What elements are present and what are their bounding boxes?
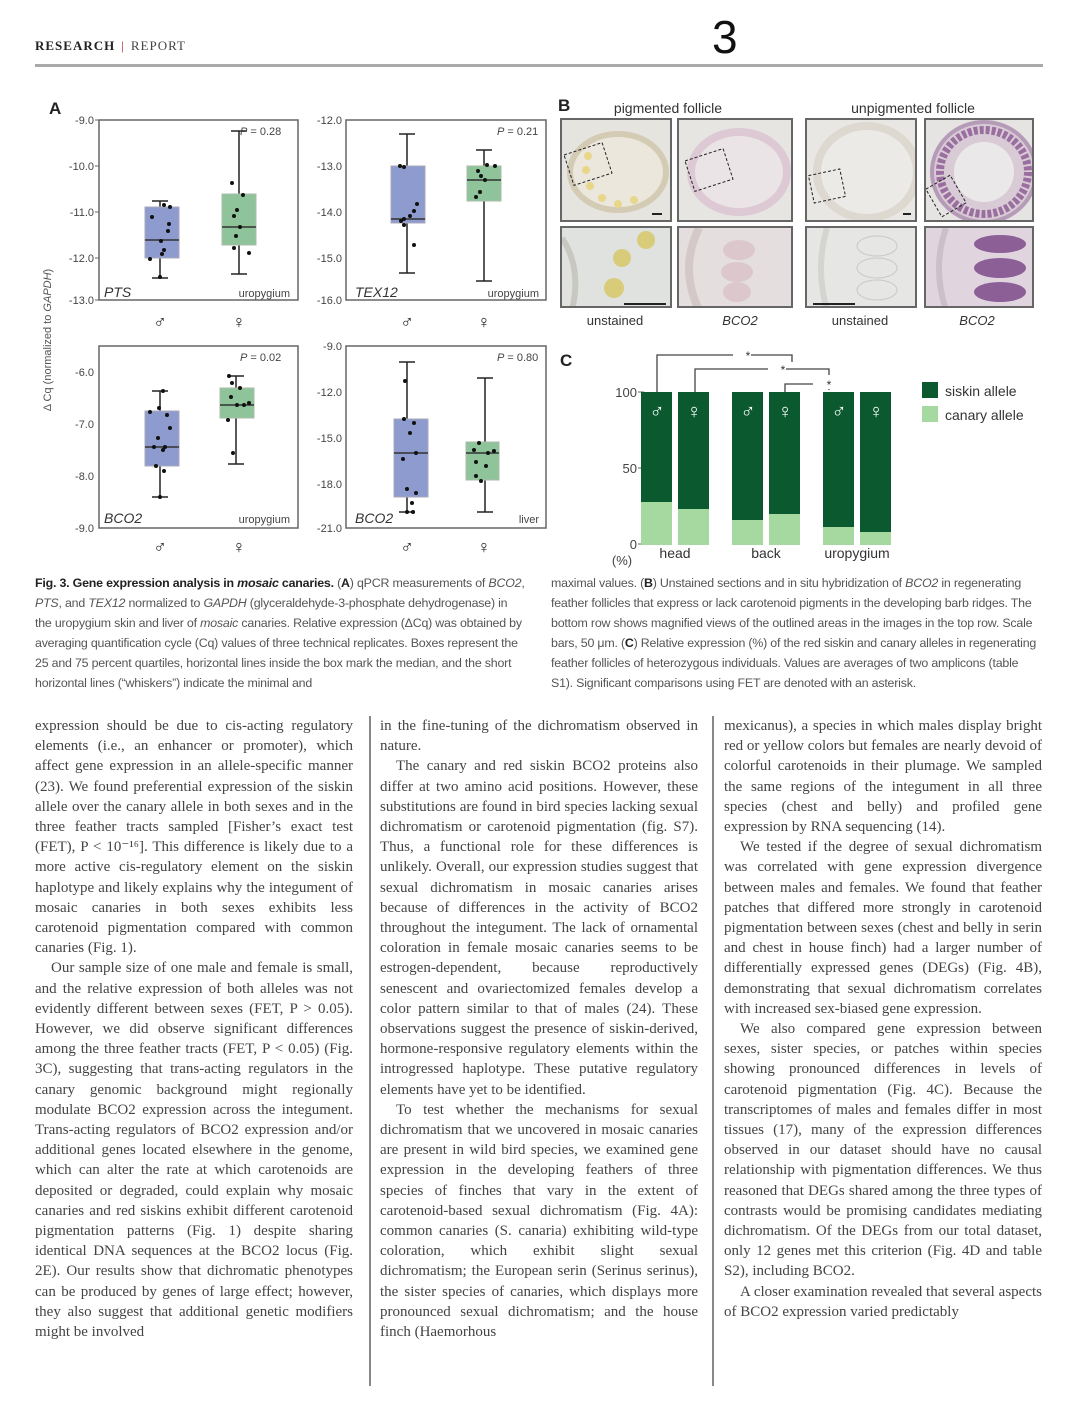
svg-text:uropygium: uropygium: [238, 514, 290, 526]
svg-text:TEX12: TEX12: [355, 284, 398, 300]
male-icon: ♂: [153, 312, 167, 332]
svg-text:P = 0.21: P = 0.21: [497, 126, 539, 138]
body-column-1: [35, 716, 353, 1342]
svg-text:B: B: [558, 96, 571, 115]
running-header: [35, 38, 186, 54]
svg-text:BCO2: BCO2: [104, 510, 143, 526]
box-plot-bco2-liver: [317, 341, 546, 557]
pigmented-follicle-header: pigmented follicle: [613, 100, 723, 116]
column-divider: [369, 716, 371, 1386]
svg-text:-6.0: -6.0: [75, 367, 94, 379]
svg-text:canary allele: canary allele: [945, 407, 1024, 423]
paragraph: in the fine-tuning of the dichromatism observed in nature.: [380, 718, 698, 755]
svg-text:100: 100: [615, 385, 637, 400]
svg-text:-11.0: -11.0: [69, 207, 94, 219]
group-label-head: head: [659, 545, 691, 561]
micrograph-unpigmented-unstained-zoom: [805, 226, 917, 308]
section-label: RESEARCH: [35, 38, 116, 53]
svg-text:♂: ♂: [153, 537, 167, 557]
paragraph: A closer examination revealed that several aspects of BCO2 expression varied predictably: [724, 1283, 1042, 1320]
svg-text:siskin allele: siskin allele: [945, 383, 1017, 399]
group-label-back: back: [751, 545, 781, 561]
box-plot-pts: [69, 115, 298, 332]
box-plot-bco2-uropygium: [75, 346, 298, 557]
paragraph: expression should be due to cis-acting regulatory elements (i.e., an enhancer or promoter), which affect gene expression in an allele-specific manner (23). We found preferential expression of the siskin allele over the canary allele in both sexes and in the three feather tracts sampled [Fisher’s exact test (FET), P < 10⁻¹⁶]. This difference is likely due to a more active cis-regulatory element on the siskin haplotype and likely explains why the integument of mosaic canaries in both sexes exhibits less carotenoid pigmentation compared with common canaries (Fig. 1).: [35, 718, 353, 957]
svg-text:♂: ♂: [740, 401, 756, 423]
svg-text:BCO2: BCO2: [355, 510, 394, 526]
body-column-2: [380, 716, 698, 1342]
svg-text:C: C: [560, 351, 573, 370]
svg-text:BCO2: BCO2: [959, 313, 995, 328]
significance-brackets: [657, 355, 829, 395]
svg-text:♀: ♀: [232, 537, 246, 557]
svg-text:-8.0: -8.0: [75, 471, 94, 483]
paragraph: To test whether the mechanisms for sexual dichromatism that we uncovered in mosaic canaries are present in wild bird species, we examined gene expression in the developing feathers of three species of finches that vary in the extent of carotenoid-based sexual dichromatism (Fig. 4A): common canaries (S. canaria) exhibiting wild-type coloration, which exhibit slight sexual dichromatism; the European serin (Serinus serinus), the sister species of canaries, which displays more pronounced sexual dichromatism; and the house finch (Haemorhous: [380, 1101, 698, 1341]
paragraph: Our sample size of one male and female is small, and the relative expression of both alleles was not evidently different between sexes (FET, P > 0.05). However, we did observe significant differences among the three feather tracts (FET, P < 0.05) (Fig. 3C), suggesting that trans-acting regulators in the canary genomic background might regionally modulate BCO2 expression across the integument. Trans-acting regulators of BCO2 expression and/or additional genes located elsewhere in the genome, which can alter the rate at which carotenoids are deposited or degraded, could explain why mosaic canaries and red siskins exhibit different carotenoid pigmentation patterns (Fig. 1) despite sharing identical DNA sequences at the BCO2 locus (Fig. 2E). Our results show that dichromatic phenotypes can be produced by genes of large effect; however, they also suggest that additional genetic modifiers might be involved: [35, 960, 353, 1341]
figure-caption-right: maximal values. (B) Unstained sections and in situ hybridization of BCO2 in regenerating feather follicles that express or lack carotenoid pigments in the developing barb ridges. The bottom row shows magnified views of the outlined areas in the images in the top row. Scale bars, 50 μm. (C) Relative expression (%) of the red siskin and canary alleles in regenerating feather follicles of heterozygous individuals. Values are averages of two amplicons (table S1). Significant comparisons using FET are denoted with an asterisk.: [551, 576, 1037, 690]
svg-text:BCO2: BCO2: [722, 313, 758, 328]
svg-text:liver: liver: [518, 514, 539, 526]
svg-text:♂: ♂: [831, 401, 847, 423]
svg-text:-18.0: -18.0: [316, 479, 342, 491]
micrograph-pigmented-unstained: [560, 118, 672, 222]
svg-text:*: *: [745, 349, 751, 363]
chart-legend: [922, 382, 1024, 423]
svg-text:♀: ♀: [686, 401, 702, 423]
micrograph-pigmented-bco2-zoom: [677, 226, 793, 308]
svg-text:♀: ♀: [477, 537, 491, 557]
svg-text:(%): (%): [611, 553, 633, 568]
svg-text:*: *: [826, 378, 832, 392]
svg-text:-14.0: -14.0: [316, 207, 342, 219]
svg-text:-13.0: -13.0: [68, 295, 94, 307]
svg-text:-12.0: -12.0: [68, 253, 94, 265]
svg-text:-15.0: -15.0: [316, 433, 342, 445]
gene-label: PTS: [104, 284, 132, 300]
svg-text:-21.0: -21.0: [316, 523, 342, 535]
svg-text:50: 50: [622, 461, 637, 476]
svg-text:-9.0: -9.0: [323, 341, 342, 353]
svg-text:*: *: [780, 363, 786, 377]
svg-text:♀: ♀: [777, 401, 793, 423]
svg-text:0: 0: [629, 537, 637, 552]
micrograph-pigmented-unstained-zoom: [560, 226, 672, 308]
figure-panel-c: [552, 340, 1052, 570]
svg-text:uropygium: uropygium: [487, 288, 539, 300]
svg-text:-7.0: -7.0: [75, 419, 94, 431]
page-number: 3: [712, 11, 738, 63]
svg-text:P = 0.02: P = 0.02: [240, 352, 282, 364]
box-plot-tex12: [317, 115, 546, 332]
svg-text:-16.0: -16.0: [316, 295, 342, 307]
micrograph-unpigmented-bco2: [924, 118, 1034, 222]
svg-text:-15.0: -15.0: [316, 253, 342, 265]
micrograph-unpigmented-unstained: [805, 118, 917, 222]
article-type: REPORT: [130, 38, 186, 53]
unpigmented-follicle-header: unpigmented follicle: [851, 100, 975, 116]
svg-text:uropygium: uropygium: [238, 288, 290, 300]
header-separator: |: [121, 38, 125, 53]
paragraph: We tested if the degree of sexual dichromatism was correlated with gene expression divergence between males and females. We found that feather patches that differed more strongly in carotenoid pigmentation between sexes (chest and belly in serin and chest in house finch) had a larger number of differentially expressed genes (DEGs) (Fig. 4B), demonstrating that sexual dichromatism correlates with increased sex-biased gene expression.: [724, 839, 1042, 1017]
panel-label-a: A: [49, 99, 62, 118]
column-divider: [712, 716, 714, 1386]
header-rule: [35, 64, 1043, 67]
svg-text:♂: ♂: [649, 401, 665, 423]
group-label-uropygium: uropygium: [824, 545, 890, 561]
figure-caption-left: Fig. 3. Gene expression analysis in mosaic canaries. (A) qPCR measurements of BCO2, PTS, and TEX12 normalized to GAPDH (glyceraldehyde-3-phosphate dehydrogenase) in the uropygium skin and liver of mosaic canaries. Relative expression (ΔCq) was obtained by averaging quantification cycle (Cq) values of three technical replicates. Boxes represent the 25 and 75 percent quartiles, horizontal lines inside the box mark the median, and the short horizontal lines (“whiskers”) indicate the minimal and: [35, 576, 525, 690]
svg-text:P = 0.80: P = 0.80: [497, 352, 539, 364]
svg-text:-10.0: -10.0: [68, 161, 94, 173]
paragraph: The canary and red siskin BCO2 proteins also differ at two amino acid positions. However, these substitutions are found in bird species lacking sexual dichromatism or carotenoid pigmentation (fig. S7). Thus, a functional role for these differences is unlikely. Overall, our expression studies suggest that sexual dichromatism in mosaic canaries arises because of differences in the activity of BCO2 throughout the integument. The lack of ornamental coloration in female mosaic canaries seems to be estrogen-dependent, because reproductively senescent and ovariectomized females develop a color pattern similar to that of males (24). These observations suggest the presence of siskin-derived, hormone-responsive regulatory elements within the introgressed haplotype. These putative regulatory elements have yet to be identified.: [380, 758, 698, 1098]
svg-text:-12.0: -12.0: [316, 387, 342, 399]
y-axis-label: Δ Cq (normalized to GAPDH): [42, 268, 54, 412]
paragraph: We also compared gene expression between sexes, sister species, or patches within species showing pronounced differences in levels of carotenoid pigmentation (Fig. 4C). Because the transcriptomes of males and females differ in most tissues (17), many of the expression differences observed in our dataset should have no causal relationship with pigmentation differences. We thus reasoned that DEGs shared among the three types of contrasts would be promising candidates mediating dichromatism. Of the DEGs from our total dataset, only 12 genes met this criterion (Fig. 4D and table S2), including BCO2.: [724, 1021, 1042, 1280]
svg-text:♂: ♂: [400, 537, 414, 557]
micrograph-unpigmented-bco2-zoom: [924, 226, 1034, 308]
svg-text:unstained: unstained: [586, 313, 644, 328]
svg-text:-13.0: -13.0: [316, 161, 342, 173]
female-icon: ♀: [232, 312, 246, 332]
svg-text:-12.0: -12.0: [316, 115, 342, 127]
paragraph: mexicanus), a species in which males display bright red or yellow colors but females are nearly devoid of colorful carotenoids in their plumage. We sampled the same regions of the integument in all three species (chest and belly) and profiled gene expression by RNA sequencing (14).: [724, 718, 1042, 836]
stacked-bars: [641, 392, 891, 545]
svg-text:P = 0.28: P = 0.28: [240, 126, 282, 138]
micrograph-pigmented-bco2: [677, 118, 793, 222]
svg-text:♀: ♀: [868, 401, 884, 423]
svg-text:-9.0: -9.0: [75, 523, 94, 535]
svg-text:♂: ♂: [400, 312, 414, 332]
svg-text:unstained: unstained: [831, 313, 889, 328]
svg-text:♀: ♀: [477, 312, 491, 332]
figure-panel-a: [0, 90, 550, 570]
body-column-3: [724, 716, 1042, 1322]
svg-text:-9.0: -9.0: [75, 115, 94, 127]
